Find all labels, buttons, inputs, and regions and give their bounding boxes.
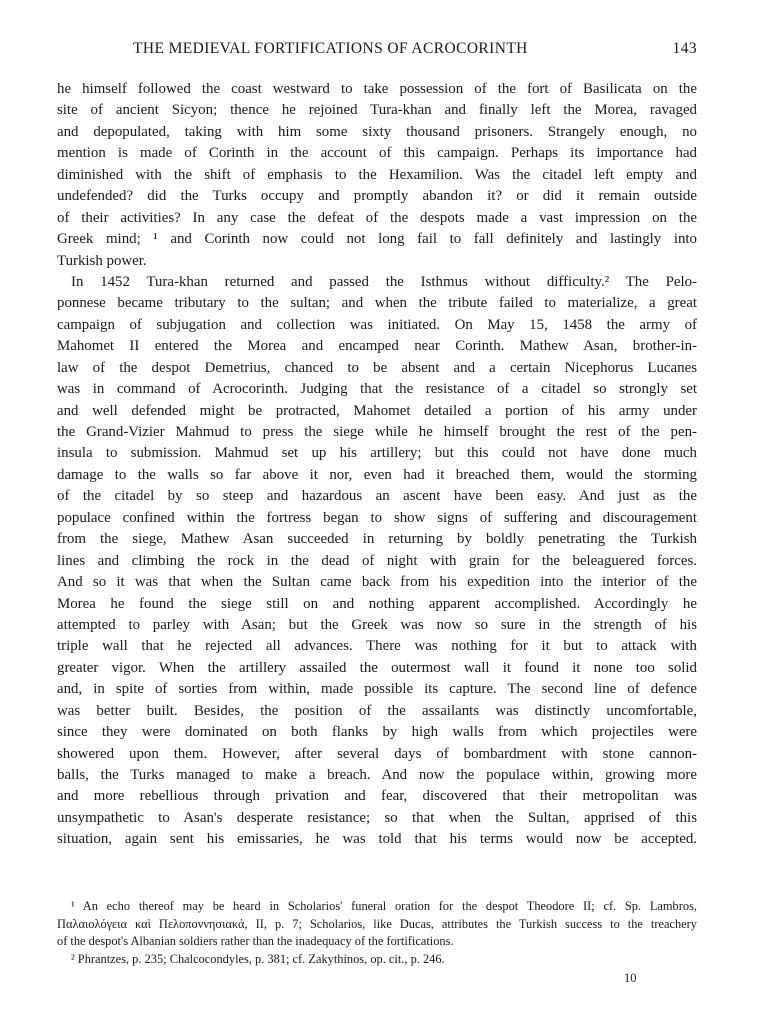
text-line: triple wall that he rejected all advances. There was nothing for it but to attack with xyxy=(57,638,697,655)
text-line: and, in spite of sorties from within, made possible its capture. The second line of defence xyxy=(57,681,697,698)
paragraph-1 xyxy=(57,79,697,272)
page-number: 143 xyxy=(672,40,697,57)
text-line: ponnese became tributary to the sultan; and when the tribute failed to materialize, a great xyxy=(57,295,697,312)
text-line: was in command of Acrocorinth. Judging that the resistance of a citadel so strongly set xyxy=(57,381,697,398)
text-line: And so it was that when the Sultan came back from his expedition into the interior of the xyxy=(57,574,697,591)
text-line: law of the despot Demetrius, chanced to be absent and a certain Nicephorus Lucanes xyxy=(57,359,697,376)
text-line: unsympathetic to Asan's desperate resistance; so that when the Sultan, apprised of this xyxy=(57,809,697,826)
text-line: from the siege, Mathew Asan succeeded in returning by boldly penetrating the Turkish xyxy=(57,531,697,548)
text-line: since they were dominated on both flanks by high walls from which projectiles were xyxy=(57,724,697,741)
footnote-line: ² Phrantzes, p. 235; Chalcocondyles, p. 381; cf. Zakythinos, op. cit., p. 246. xyxy=(71,951,445,966)
text-line: he himself followed the coast westward to take possession of the fort of Basilicata on the xyxy=(57,81,697,97)
text-line: damage to the walls so far above it nor, even had it breached them, would the storming xyxy=(57,466,697,483)
text-line: and more rebellious through privation and fear, discovered that their metropolitan was xyxy=(57,788,697,805)
text-line: greater vigor. When the artillery assailed the outermost wall it found it none too solid xyxy=(57,659,697,676)
footnote-line: ¹ An echo thereof may be heard in Scholarios' funeral oration for the despot Theodore II; cf. Sp. Lambros, xyxy=(71,899,697,913)
text-line: of their activities? In any case the defeat of the despots made a vast impression on the xyxy=(57,209,697,226)
text-line: undefended? did the Turks occupy and promptly abandon it? or did it remain outside xyxy=(57,188,697,205)
footnote-1 xyxy=(57,898,697,951)
text-line: site of ancient Sicyon; thence he rejoined Tura-khan and finally left the Morea, ravaged xyxy=(57,102,697,119)
footnote-line: Παλαιολόγεια καὶ Πελοποννησιακά, II, p. 7; Scholarios, like Ducas, attributes the Turkish success to the treachery xyxy=(57,916,697,931)
paragraph-2 xyxy=(57,272,697,851)
text-line: situation, again sent his emissaries, he was told that his terms would now be accepted. xyxy=(57,831,697,848)
running-title: THE MEDIEVAL FORTIFICATIONS OF ACROCORINTH xyxy=(133,40,528,57)
text-line: insula to submission. Mahmud set up his artillery; but this could not have done much xyxy=(57,445,697,462)
footnote-2 xyxy=(57,951,697,969)
text-line: balls, the Turks managed to make a breach. And now the populace within, growing more xyxy=(57,767,697,783)
body-text xyxy=(57,79,697,851)
text-line: Greek mind; ¹ and Corinth now could not long fail to fall definitely and lastingly into xyxy=(57,231,697,248)
text-line: lines and climbing the rock in the dead of night with grain for the beleaguered forces. xyxy=(57,552,697,569)
footnote-line: of the despot's Albanian soldiers rather than the inadequacy of the fortifications. xyxy=(57,934,454,949)
text-line: and well defended might be protracted, Mahomet detailed a portion of his army under xyxy=(57,402,697,419)
text-line: mention is made of Corinth in the account of this campaign. Perhaps its importance had xyxy=(57,145,697,162)
text-line: Mahomet II entered the Morea and encamped near Corinth. Mathew Asan, brother-in- xyxy=(57,338,697,355)
text-line: showered upon them. However, after several days of bombardment with stone cannon- xyxy=(57,745,697,762)
text-line: the Grand-Vizier Mahmud to press the siege while he himself brought the rest of the pen- xyxy=(57,424,697,440)
text-line: attempted to parley with Asan; but the Greek was now so sure in the strength of his xyxy=(57,616,697,633)
folio-signature: 10 xyxy=(624,971,637,985)
text-line: and depopulated, taking with him some sixty thousand prisoners. Strangely enough, no xyxy=(57,123,697,140)
text-line: was better built. Besides, the position of the assailants was distinctly uncomfortable, xyxy=(57,702,697,719)
text-line: Morea he found the siege still on and nothing apparent accomplished. Accordingly he xyxy=(57,595,697,612)
text-line: of the citadel by so steep and hazardous an ascent have been easy. And just as the xyxy=(57,488,697,505)
footnotes xyxy=(57,898,697,968)
text-line: Turkish power. xyxy=(57,252,147,269)
text-line: campaign of subjugation and collection was initiated. On May 15, 1458 the army of xyxy=(57,316,697,333)
text-line: diminished with the shift of emphasis to the Hexamilion. Was the citadel left empty and xyxy=(57,166,697,183)
text-line: In 1452 Tura-khan returned and passed the Isthmus without difficulty.² The Pelo- xyxy=(71,273,697,290)
text-line: populace confined within the fortress began to show signs of suffering and discouragement xyxy=(57,509,697,526)
